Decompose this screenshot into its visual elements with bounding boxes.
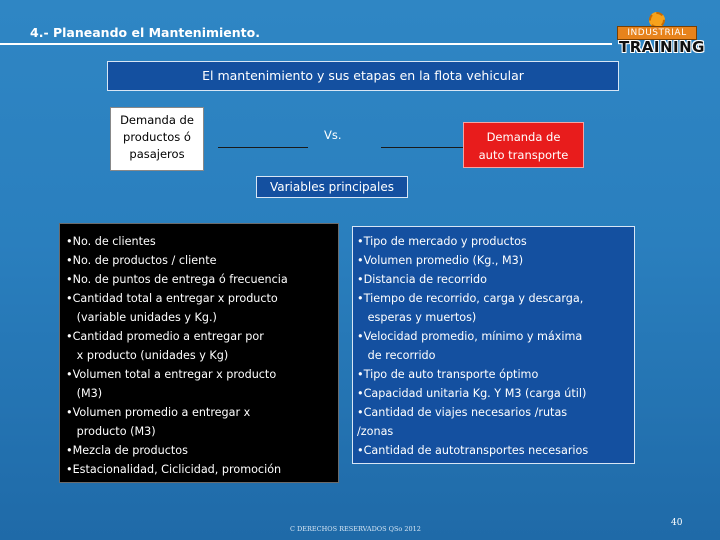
list-item: •Cantidad de viajes necesarios /rutas	[357, 406, 568, 419]
list-item: /zonas	[357, 425, 394, 438]
list-item: •Tipo de mercado y productos	[357, 235, 527, 248]
list-item: •Cantidad promedio a entregar por	[66, 330, 264, 343]
list-item: esperas y muertos)	[357, 311, 477, 324]
list-item: •No. de puntos de entrega ó frecuencia	[66, 273, 288, 286]
list-item: x producto (unidades y Kg)	[66, 349, 229, 362]
list-item: •Volumen promedio a entregar x	[66, 406, 251, 419]
demand-transport-line: Demanda de	[486, 130, 561, 144]
list-item: •Volumen promedio (Kg., M3)	[357, 254, 524, 267]
list-item: •Mezcla de productos	[66, 444, 188, 457]
logo-word-text: TRAINING	[619, 38, 705, 56]
list-item: •Capacidad unitaria Kg. Y M3 (carga útil)	[357, 387, 587, 400]
connector-line-right	[381, 147, 463, 148]
connector-line-left	[218, 147, 308, 148]
demand-products-line: productos ó	[123, 130, 191, 144]
list-item: •No. de productos / cliente	[66, 254, 217, 267]
list-item: de recorrido	[357, 349, 436, 362]
list-item: •Tiempo de recorrido, carga y descarga,	[357, 292, 584, 305]
title-divider	[0, 43, 612, 45]
list-item: •Distancia de recorrido	[357, 273, 487, 286]
demand-transport-line: auto transporte	[478, 148, 569, 162]
section-heading: El mantenimiento y sus etapas en la flota vehicular	[107, 61, 619, 91]
versus-label: Vs.	[324, 128, 342, 142]
demand-products-line: Demanda de	[120, 113, 194, 127]
list-item: •Cantidad de autotransportes necesarios	[357, 444, 589, 457]
slide-title: 4.- Planeando el Mantenimiento.	[30, 25, 260, 40]
list-item: •Velocidad promedio, mínimo y máxima	[357, 330, 583, 343]
demand-products-line: pasajeros	[129, 147, 185, 161]
list-item: producto (M3)	[66, 425, 156, 438]
page-number: 40	[671, 518, 683, 528]
demand-products-box	[110, 107, 204, 171]
list-item: •Estacionalidad, Ciclicidad, promoción	[66, 463, 282, 476]
industrial-training-logo	[617, 12, 705, 56]
logo-band-text: INDUSTRIAL	[617, 26, 697, 40]
copyright-footer: C DERECHOS RESERVADOS QSo 2012	[290, 525, 421, 533]
transport-variables-list	[352, 226, 635, 464]
list-item: •Tipo de auto transporte óptimo	[357, 368, 539, 381]
list-item: (variable unidades y Kg.)	[66, 311, 217, 324]
demand-transport-box	[463, 122, 584, 168]
list-item: •Cantidad total a entregar x producto	[66, 292, 278, 305]
list-item: •No. de clientes	[66, 235, 156, 248]
product-variables-list	[59, 223, 339, 483]
variables-label: Variables principales	[256, 176, 408, 198]
list-item: (M3)	[66, 387, 103, 400]
list-item: •Volumen total a entregar x producto	[66, 368, 277, 381]
